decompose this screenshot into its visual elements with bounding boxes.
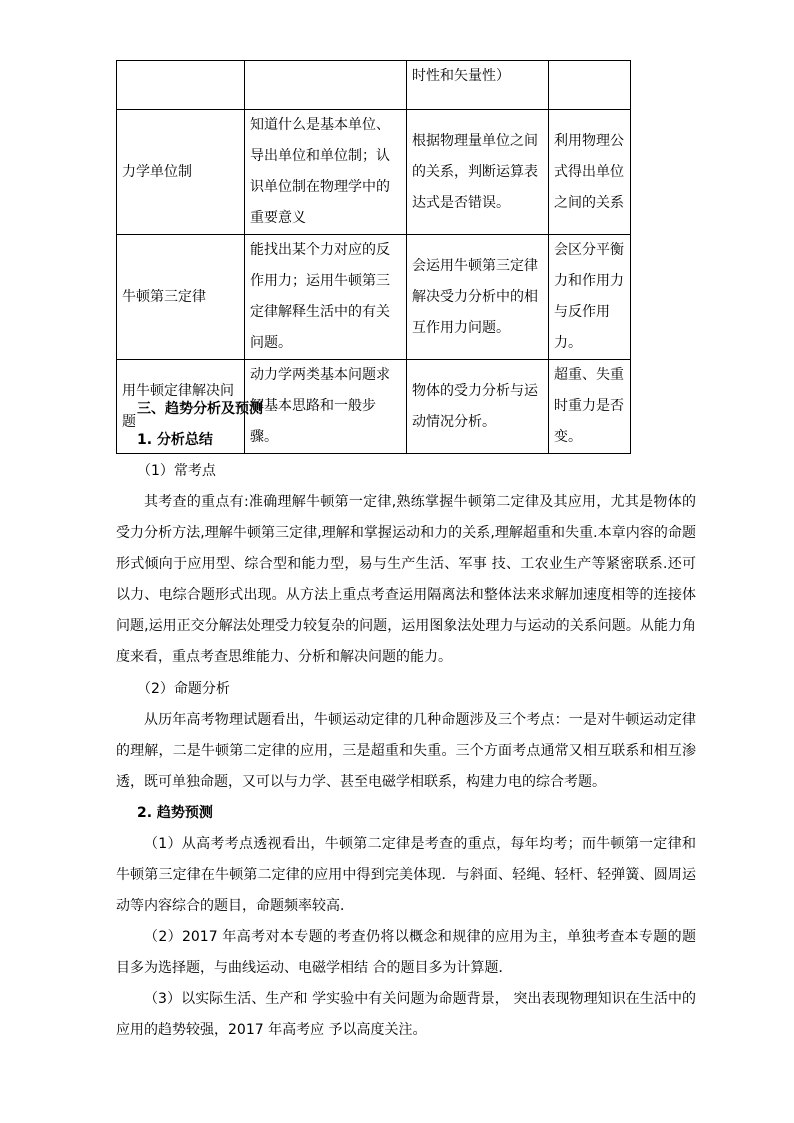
analysis-heading: 1. 分析总结 [137,432,213,448]
table-cell: 知道什么是基本单位、 导出单位和单位制；认识单位制在物理学中的重要意义 [245,110,407,235]
frequent-paragraph: 其考查的重点有:准确理解牛顿第一定律,熟练掌握牛顿第二定律及其应用，尤其是物体的受力分析方法,理解牛顿第三定律,理解和掌握运动和力的关系,理解超重和失重.本章内容的命题形式倾向于应用型、综合型和能力型，易与生产生活、军事 技、工农业生产等紧密联系.还可以力、电综合题形式出现。从方法上重点考查运用隔离法和整体法来求解加速度相等的连接体问题,运用正交分解法处理受力较复杂的问题，运用图象法处理力与运动的关系问题。从能力角度来看，重点考查思维能力、分析和解决问题的能力。 [116,494,696,665]
table-cell: 用牛顿定律解决问题 [117,360,245,454]
frequent-subheading: （1）常考点 [137,463,216,479]
table-cell: 能找出某个力对应的反作用力；运用牛顿第三定律解释生活中的有关问题。 [245,235,407,360]
table-cell: 会运用牛顿第三定律解决受力分析中的相互作用力问题。 [407,235,549,360]
table-cell: 物体的受力分析与运动情况分析。 [407,360,549,454]
table-cell: 会区分平衡力和作用力与反作用力。 [549,235,631,360]
proposition-subheading: （2）命题分析 [137,681,230,697]
table-row [117,235,631,360]
table-cell: 动力学两类基本问题求解基本思路和一般步骤。 [245,360,407,454]
table-cell: 时性和矢量性） [407,61,549,110]
table-cell: 力学单位制 [117,110,245,235]
section-heading: 三、趋势分析及预测 [137,401,263,417]
table-cell: 利用物理公式得出单位之间的关系 [549,110,631,235]
table-cell: 根据物理量单位之间的关系，判断运算表达式是否错误。 [407,110,549,235]
table-row [117,110,631,235]
table-row [117,61,631,110]
table-cell [117,61,245,110]
trend-heading: 2. 趋势预测 [137,805,213,821]
table-cell [245,61,407,110]
table-cell: 超重、失重时重力是否变。 [549,360,631,454]
trend-paragraph-2: （2）2017 年高考对本专题的考查仍将以概念和规律的应用为主，单独考查本专题的题目多为选择题，与曲线运动、电磁学相结 合的题目多为计算题． [116,929,696,976]
trend-paragraph-3: （3）以实际生活、生产和 学实验中有关问题为命题背景， 突出表现物理知识在生活中的应用的趋势较强，2017 年高考应 予以高度关注。 [116,991,696,1038]
table-cell: 牛顿第三定律 [117,235,245,360]
proposition-paragraph: 从历年高考物理试题看出，牛顿运动定律的几种命题涉及三个考点：一是对牛顿运动定律的理解，二是牛顿第二定律的应用，三是超重和失重。三个方面考点通常又相互联系和相互渗透，既可单独命题，又可以与力学、甚至电磁学相联系，构建力电的综合考题。 [116,712,696,790]
table-cell [549,61,631,110]
trend-paragraph-1: （1）从高考考点透视看出，牛顿第二定律是考查的重点，每年均考；而牛顿第一定律和牛顿第三定律在牛顿第二定律的应用中得到完美体现．与斜面、轻绳、轻杆、轻弹簧、圆周运动等内容综合的题目，命题频率较高． [116,836,696,914]
